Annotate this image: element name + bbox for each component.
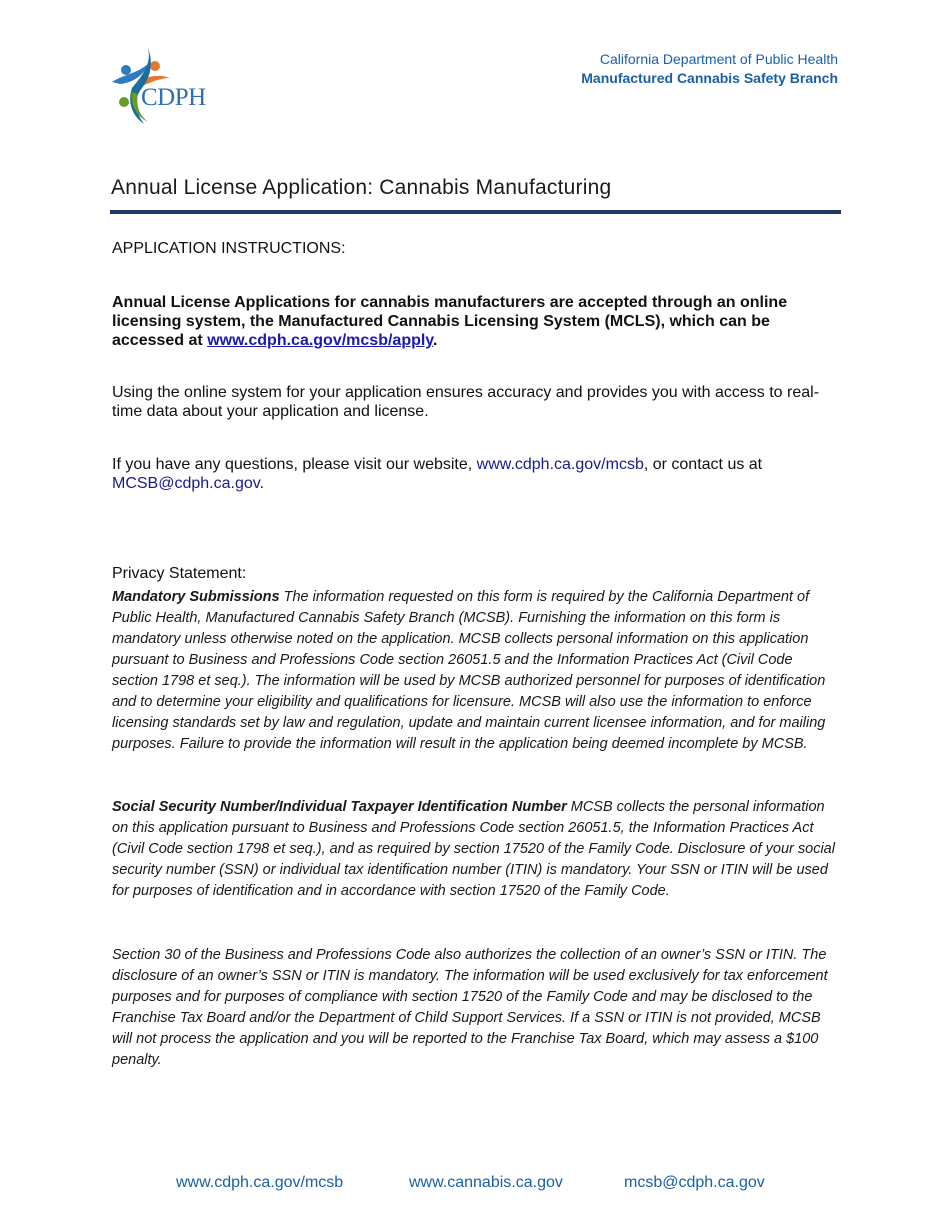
mandatory-submissions-label: Mandatory Submissions — [112, 589, 280, 605]
ssn-itin-text: MCSB collects the personal information on this application pursuant to Business and Professions Code section 26051.5, the Information Practices Act (Civil Code section 1798 et seq.), and as required by section 17520 of the Family Code. Disclosure of your social security number (SSN) or individual tax identification number (ITIN) is mandatory. Your SSN or ITIN will be used for purposes of identification and in accordance with section 17520 of the Family Code. — [112, 799, 835, 899]
footer-link-cannabis[interactable]: www.cannabis.ca.gov — [409, 1174, 563, 1191]
mandatory-submissions-text: The information requested on this form is required by the California Department of Public Health, Manufactured Cannabis Safety Branch (MCSB). Furnishing the information on this form is mandatory unless otherwise noted on the application. MCSB collects personal information on this application pursuant to Business and Professions Code section 26051.5 and the Information Practices Act (Civil Code section 1798 et seq.). The information will be used by MCSB authorized personnel for purposes of identification and to determine your eligibility and qualifications for licensure. MCSB will also use the information to enforce licensing standards set by law and regulation, update and maintain current licensee information, and for mailing purposes. Failure to provide the information will result in the application being deemed incomplete by MCSB. — [112, 589, 826, 752]
online-system-paragraph: Using the online system for your application ensures accuracy and provides you with access to real-time data about your application and license. — [112, 384, 820, 420]
contact-text-start: If you have any questions, please visit our website, — [112, 456, 477, 473]
footer-link-email[interactable]: mcsb@cdph.ca.gov — [624, 1174, 765, 1191]
department-name: California Department of Public Health — [599, 51, 838, 67]
instructions-paragraph — [112, 293, 838, 350]
contact-text-end: . — [259, 475, 265, 492]
branch-name: Manufactured Cannabis Safety Branch — [581, 70, 838, 86]
instructions-heading: APPLICATION INSTRUCTIONS: — [112, 240, 346, 257]
contact-text-mid: , or contact us at — [643, 456, 763, 473]
page-title: Annual License Application: Cannabis Manufacturing — [111, 176, 612, 199]
website-link[interactable]: www.cdph.ca.gov/mcsb — [476, 456, 644, 473]
email-link[interactable]: MCSB@cdph.ca.gov — [112, 475, 260, 492]
title-divider — [110, 210, 841, 214]
privacy-heading: Privacy Statement: — [112, 565, 247, 582]
agency-header — [581, 50, 838, 88]
ssn-itin-paragraph — [112, 797, 842, 902]
section-30-paragraph: Section 30 of the Business and Professions Code also authorizes the collection of an owner’s SSN or ITIN. The disclosure of an owner’s SSN or ITIN is mandatory. The information will be used exclusively for tax enforcement purposes and for purposes of compliance with section 17520 of the Family Code and may be disclosed to the Franchise Tax Board and/or the Department of Child Support Services. If a SSN or ITIN is not provided, MCSB will not process the application and you will be reported to the Franchise Tax Board, which may assess a $100 penalty. — [112, 947, 828, 1068]
ssn-itin-label: Social Security Number/Individual Taxpayer Identification Number — [112, 799, 567, 815]
instructions-bold-end: . — [433, 332, 438, 349]
mandatory-submissions-paragraph — [112, 587, 842, 755]
instructions-bold-text: Annual License Applications for cannabis manufacturers are accepted through an online licensing system, the Manufactured Cannabis Licensing System (MCLS), which can be accessed at — [112, 294, 788, 349]
apply-link[interactable]: www.cdph.ca.gov/mcsb/apply — [207, 332, 434, 349]
contact-paragraph — [112, 455, 838, 493]
cdph-logo-text: CDPH — [141, 84, 206, 111]
footer-link-mcsb[interactable]: www.cdph.ca.gov/mcsb — [176, 1174, 344, 1191]
cdph-logo — [108, 44, 223, 128]
